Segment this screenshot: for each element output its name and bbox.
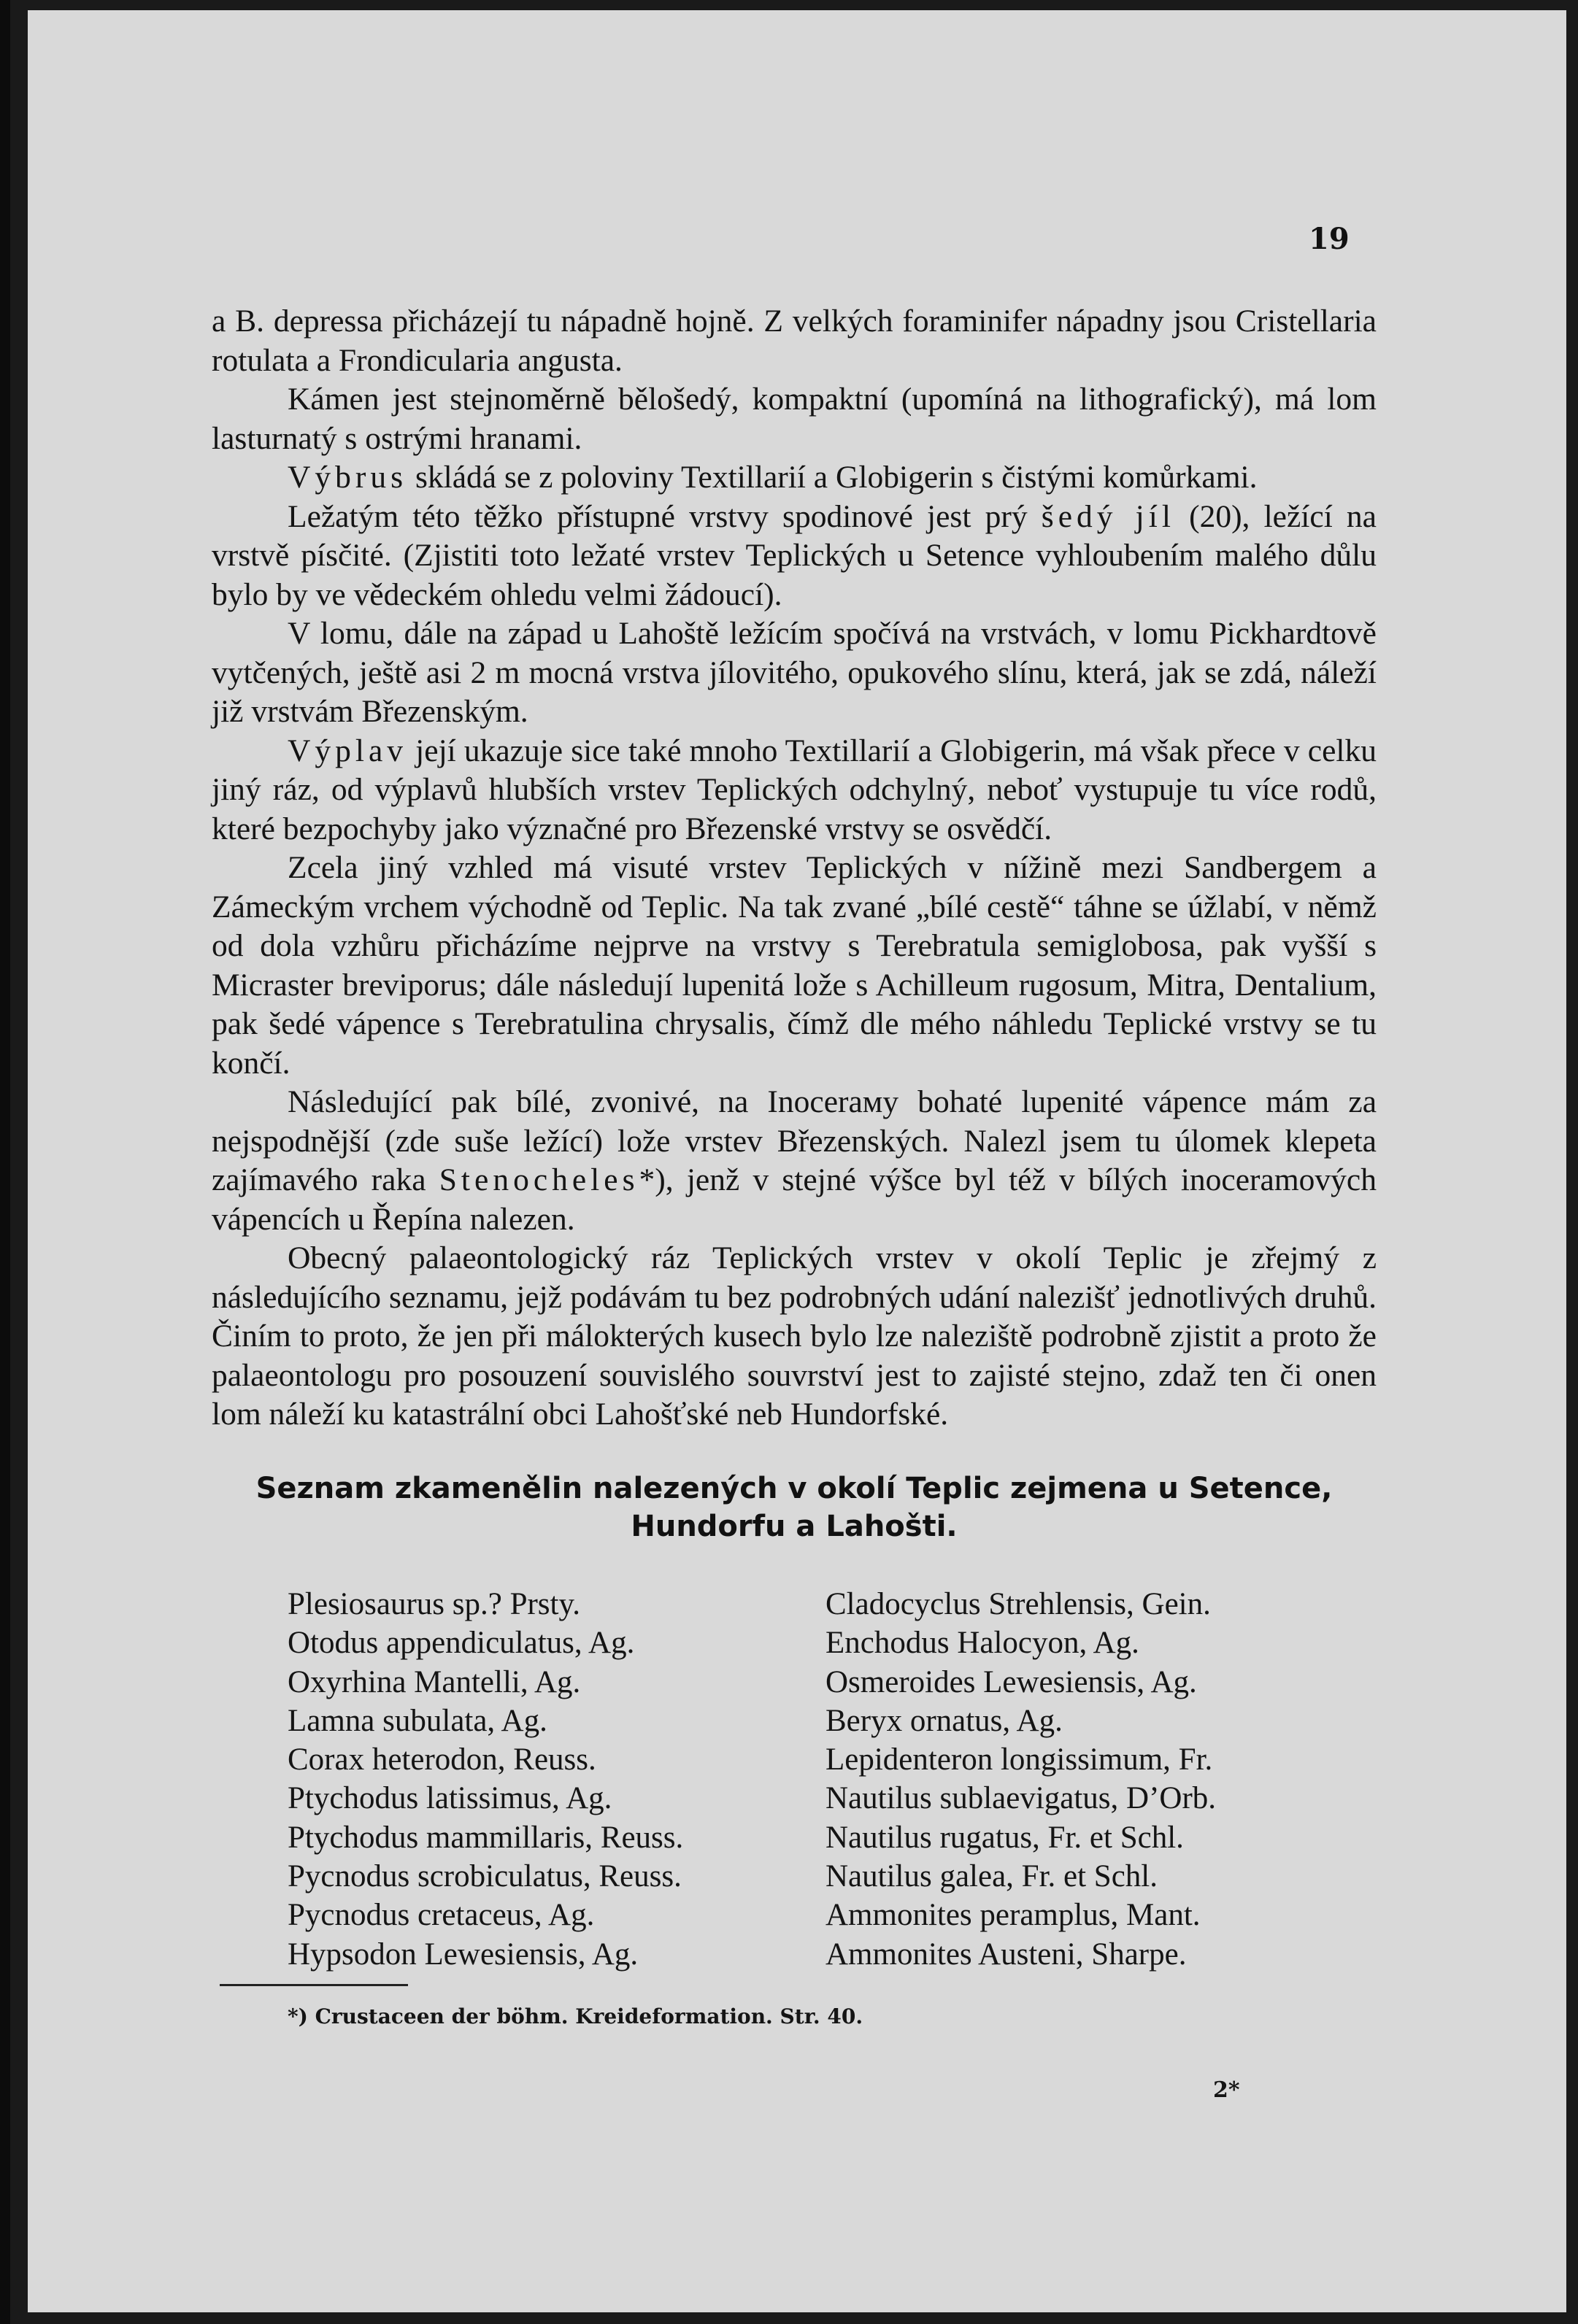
paragraph-text: skládá se z poloviny Textillarií a Globigerin s čistými komůrkami. [407,460,1258,495]
list-item: Oxyrhina Mantelli, Ag. [288,1664,581,1699]
paragraph-text: Následující pak bílé, zvonivé, na Inocerамy bohaté lupenité vápence mám za nejspodnější (zde suše ležící) lože vrstev Březenských. Nalezl jsem tu úlomek klepeta zajímavého raka [212,1084,1377,1197]
list-item: Beryx ornatus, Ag. [825,1703,1063,1738]
paragraph-1: a B. depressa přicházejí tu nápadně hojně. Z velkých foraminifer nápadny jsou Cristellaria rotulata a Frondicularia angusta. [212,304,1377,378]
list-item: Hypsodon Lewesiensis, Ag. [288,1937,639,1972]
list-item: Ammonites peramplus, Mant. [825,1898,1201,1933]
list-item: Nautilus rugatus, Fr. et Schl. [825,1820,1184,1855]
spaced-term: Výplav [288,733,408,768]
heading-line-1: Seznam zkamenělin nalezených v okolí Teplic zejmena u Setence, [255,1472,1333,1505]
list-item: Pycnodus cretaceus, Ag. [288,1898,595,1933]
paragraph-8 [212,1083,1377,1239]
paragraph-9: Obecný palaeontologický ráz Teplických vrstev v okolí Teplic je zřejmý z následujícího seznamu, jejž podávám tu bez podrobných udání nalezišť jednotlivých druhů. Činím to proto, že jen při málokterých kusech bylo lze naleziště podrobně zjistit a proto že palaeontologu pro posouzení souvislého souvrství jest to zajisté stejno, zdaž ten či onen lom náleží ku katastrální obci Lahošťské neb Hundorfské. [212,1240,1377,1432]
list-item: Corax heterodon, Reuss. [288,1742,596,1777]
list-item: Cladocyclus Strehlensis, Gein. [825,1587,1211,1621]
paragraph-text: Ležatým této těžko přístupné vrstvy spodinové jest prý [288,498,1042,534]
section-heading [212,1470,1377,1545]
footnote: *) Crustaceen der böhm. Kreideformation. Str. 40. [288,2004,863,2028]
heading-line-2: Hundorfu a Lahošti. [631,1510,958,1543]
paragraph-4 [212,498,1377,615]
book-spine-edge [0,0,10,2324]
spaced-term: Výbrus [288,460,408,495]
list-item: Nautilus galea, Fr. et Schl. [825,1859,1158,1894]
paragraph-2: Kámen jest stejnoměrně bělošedý, kompaktní (upomíná na lithografický), má lom lasturnatý s ostrými hranami. [212,382,1377,456]
list-item: Pycnodus scrobiculatus, Reuss. [288,1859,682,1894]
list-item: Nautilus sublaevigatus, D’Orb. [825,1781,1217,1816]
book-page [28,10,1566,2312]
list-item: Osmeroides Lewesiensis, Ag. [825,1664,1197,1699]
page-number: 19 [1309,222,1350,256]
list-item: Ptychodus mammillaris, Reuss. [288,1820,684,1855]
signature-mark: 2* [1213,2077,1240,2103]
spaced-term: Stenocheles [439,1162,639,1197]
list-item: Plesiosaurus sp.? Prsty. [288,1587,580,1621]
list-item: Lepidenteron longissimum, Fr. [825,1742,1213,1777]
list-item: Ammonites Austeni, Sharpe. [825,1937,1187,1972]
body-text [212,302,1377,1435]
paragraph-5: V lomu, dále na západ u Lahoště ležícím spočívá na vrstvách, v lomu Pickhardtově vytčených, ještě asi 2 m mocná vrstva jílovitého, opukového slínu, která, jak se zdá, náleží již vrstvám Březenským. [212,616,1377,729]
list-item: Enchodus Halocyon, Ag. [825,1626,1139,1661]
paragraph-6 [212,732,1377,849]
fossil-list-left-column [288,1585,813,1974]
footnote-divider [220,1984,408,1986]
paragraph-text: *), jenž v stejné výšce byl též v bílých inoceramových vápencích u Řepína nalezen. [212,1162,1377,1237]
list-item: Lamna subulata, Ag. [288,1703,547,1738]
paragraph-text: (20), ležící na vrstvě písčité. (Zjistiti toto ležaté vrstev Teplických u Setence vyhloubením malého důlu bylo by ve vědeckém ohledu velmi žádoucí). [212,498,1377,612]
paragraph-text: její ukazuje sice také mnoho Textillarií a Globigerin, má však přece v celku jiný ráz, od výplavů hlubších vrstev Teplických odchylný, neboť vystupuje tu více rodů, které bezpochyby jako význačné pro Březenské vrstvy se osvědčí. [212,733,1377,846]
spaced-term: šedý jíl [1041,498,1175,534]
paragraph-3 [212,458,1377,498]
list-item: Ptychodus latissimus, Ag. [288,1781,612,1816]
list-item: Otodus appendiculatus, Ag. [288,1626,635,1661]
fossil-list-right-column [825,1585,1351,1974]
paragraph-7: Zcela jiný vzhled má visuté vrstev Teplických v nížině mezi Sandbergem a Zámeckým vrchem východně od Teplic. Na tak zvané „bílé cestě“ táhne se úžlabí, v němž od dola vzhůru přicházíme nejprve na vrstvy s Terebratula semiglobosa, pak vyšší s Micraster breviporus; dále následují lupenitá lože s Achilleum rugosum, Mitra, Dentalium, pak šedé vápence s Terebratulina chrysalis, čímž dle mého náhledu Teplické vrstvy se tu končí. [212,850,1377,1081]
